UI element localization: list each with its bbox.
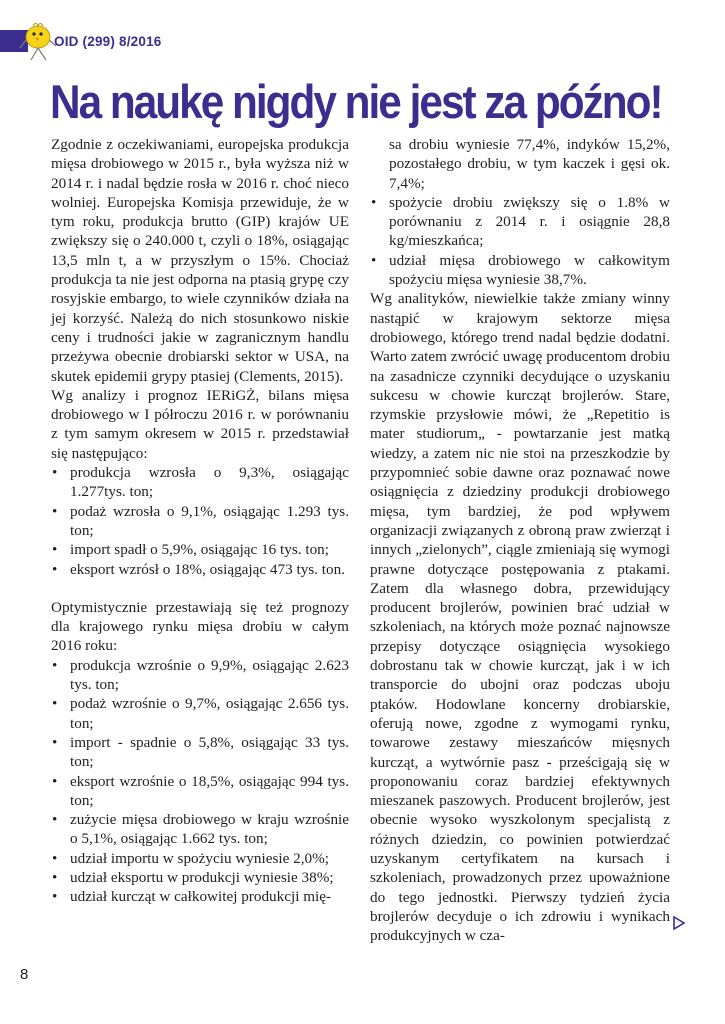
paragraph: Zgodnie z oczekiwaniami, europejska produkcja mięsa drobiowego w 2015 r., była wyższa niż w 2014 r. i nadal będzie rosła w 2016 r. choć nieco wolniej. Europejska Komisja przewiduje, że w tym roku, produkcja brutto (GIP) krajów UE zwiększy się o 240.000 t, czyli o 18%, osiągając 13,5 mln t, a w przyszłym o 15%. Chociaż produkcja ta nie jest odporna na ptasią grypę czy rosyjskie embargo, to wiele czynników działa na jej korzyść. Należą do nich stosunkowo niskie ceny i trudności jakie w zagranicznym handlu przeżywa obecnie drobiarski sektor w USA, na skutek epidemii grypy ptasiej (Clements, 2015). [51, 136, 349, 385]
issue-label: OID (299) 8/2016 [54, 34, 162, 49]
column-left [51, 135, 349, 907]
page-number: 8 [20, 966, 29, 983]
list-item: • produkcja wzrosła o 9,3%, osiągając 1.277tys. ton; [51, 463, 349, 502]
list-item: • eksport wzrósł o 18%, osiągając 473 tys. ton. [51, 560, 349, 579]
bullet-list [51, 656, 349, 907]
list-item-continuation: sa drobiu wyniesie 77,4%, indyków 15,2%, pozostałego drobiu, w tym kaczek i gęsi ok. 7,4%; [389, 136, 670, 192]
list-item: • podaż wzrosła o 9,1%, osiągając 1.293 tys. ton; [51, 502, 349, 541]
list-item: • udział kurcząt w całkowitej produkcji mię- [51, 887, 349, 906]
spacer [51, 579, 349, 598]
list-item: • udział eksportu w produkcji wyniesie 38%; [51, 868, 349, 887]
continue-arrow-icon [672, 916, 686, 930]
list-item: • import - spadnie o 5,8%, osiągając 33 tys. ton; [51, 733, 349, 772]
list-item: • eksport wzrośnie o 18,5%, osiągając 994 tys. ton; [51, 772, 349, 811]
bullet-list [370, 193, 670, 289]
list-item: • podaż wzrośnie o 9,7%, osiągając 2.656 tys. ton; [51, 694, 349, 733]
column-right [370, 135, 670, 945]
list-item: • import spadł o 5,9%, osiągając 16 tys. ton; [51, 540, 349, 559]
list-item: • spożycie drobiu zwiększy się o 1.8% w porównaniu z 2014 r. i osiągnie 28,8 kg/mieszkańca; [370, 193, 670, 251]
paragraph: Wg analityków, niewielkie także zmiany winny nastąpić w krajowym sektorze mięsa drobiowego, którego trend nadal będzie dodatni. Warto zatem zwrócić uwagę producentom drobiu na zasadnicze czynniki decydujące o uzyskaniu sukcesu w chowie kurcząt brojlerów. Stare, rzymskie przysłowie mówi, że „Repetitio is mater studiorum„ - powtarzanie jest matką wiedzy, a zatem nic nie stoi na przeszkodzie by przypomnieć sobie dawne oraz poznawać nowe osiągnięcia z dziedziny produkcji drobiowego mięsa, tym bardziej, że pod wpływem organizacji związanych z obroną praw zwierząt i innych „zielonych”, ciągle zmieniają się wymogi prawne dotyczące postępowania z ptakami. Zatem dla własnego dobra, przewidujący producent brojlerów, powinien brać udział w szkoleniach, na których może poznać najnowsze przepisy dotyczące osiągnięcia wysokiego dobrostanu tak w chowie kurcząt, jak i w ich transporcie do ubojni oraz podczas uboju ptaków. Hodowlane koncerny drobiarskie, oferują nowe, zgodne z wymogami rynku, towarowe zestawy mieszańców mięsnych kurcząt, a wytwórnie pasz - prześcigają się w proponowaniu coraz bardziej efektywnych mieszanek paszowych. Producent brojlerów, jest obecnie wysoko wyszkolonym specjalistą z różnych dziedzin, co powinien potwierdzać uzyskanym certyfikatem na kursach i szkoleniach, prowadzonych przez upoważnione do tego jednostki. Pierwszy tydzień życia brojlerów decyduje o ich zdrowiu i wynikach produkcyjnych w cza- [370, 290, 670, 945]
list-item: • udział mięsa drobiowego w całkowitym spożyciu mięsa wyniesie 38,7%. [370, 251, 670, 290]
list-item: • udział importu w spożyciu wyniesie 2,0%; [51, 849, 349, 868]
chick-logo-icon [18, 18, 58, 62]
paragraph: Optymistycznie przestawiają się też prognozy dla krajowego rynku mięsa drobiu w całym 2016 roku: [51, 598, 349, 655]
list-item: • zużycie mięsa drobiowego w kraju wzrośnie o 5,1%, osiągając 1.662 tys. ton; [51, 810, 349, 849]
list-item: • produkcja wzrośnie o 9,9%, osiągając 2.623 tys. ton; [51, 656, 349, 695]
bullet-list [51, 463, 349, 579]
page-title: Na naukę nigdy nie jest za późno! [50, 75, 662, 128]
paragraph: Wg analizy i prognoz IERiGŻ, bilans mięsa drobiowego w I półroczu 2016 r. w porównaniu z tym samym okresem w 2015 r. przedstawiał się następująco: [51, 386, 349, 462]
